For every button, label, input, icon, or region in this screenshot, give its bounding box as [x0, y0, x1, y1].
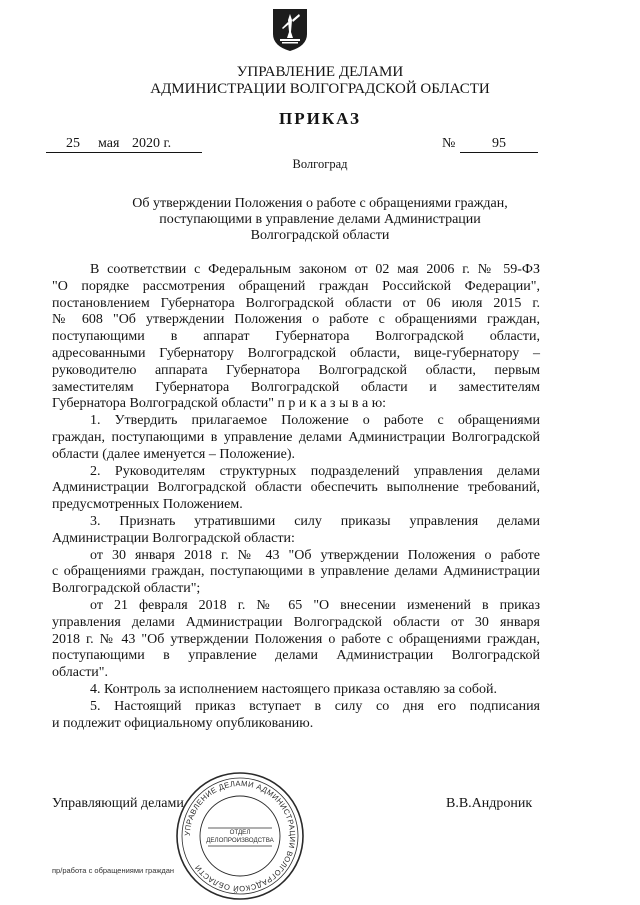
organization-name-line2: АДМИНИСТРАЦИИ ВОЛГОГРАДСКОЙ ОБЛАСТИ [150, 81, 490, 97]
body-line: поступающими в управление делами Администрации Волгоградской [52, 648, 540, 664]
subject-line: Об утверждении Положения о работе с обращениями граждан, [132, 196, 508, 211]
document-number [442, 136, 538, 152]
body-line: и подлежит официальному опубликованию. [52, 715, 314, 731]
date-day: 25 [66, 136, 80, 151]
subject-line: Волгоградской области [250, 228, 390, 243]
file-reference-note: пр/работа с обращениями граждан [52, 866, 175, 875]
document-type-title: ПРИКАЗ [279, 109, 361, 128]
body-line: Губернатора Волгоградской области" п р и к а з ы в а ю: [52, 396, 387, 412]
official-stamp [174, 770, 306, 902]
body-line: области". [52, 665, 109, 681]
stamp-outer-text: УПРАВЛЕНИЕ ДЕЛАМИ АДМИНИСТРАЦИИ ВОЛГОГРАДСКОЙ ОБЛАСТИ [182, 778, 298, 894]
body-text [52, 262, 540, 732]
document-date [46, 136, 202, 153]
body-line: Администрации Волгоградской области: [52, 530, 295, 546]
body-line: управления делами Администрации Волгоградской области от 30 января [52, 614, 540, 630]
volgograd-emblem-icon [272, 8, 308, 52]
body-line: от 21 февраля 2018 г. № 65 "О внесении изменений в приказ [90, 597, 540, 613]
organization-name-line1: УПРАВЛЕНИЕ ДЕЛАМИ [236, 64, 404, 80]
body-line: Волгоградской области"; [52, 581, 201, 597]
body-line: с обращениями граждан, поступающими в управление делами Администрации [52, 564, 540, 580]
body-line: 5. Настоящий приказ вступает в силу со дня его подписания [90, 698, 540, 714]
subject-line: поступающими в управление делами Администрации [159, 212, 481, 227]
body-line: Администрации Волгоградской области обеспечить выполнение требований, [52, 480, 540, 496]
stamp-inner-text: ОТДЕЛ ДЕЛОПРОИЗВОДСТВА [206, 829, 274, 844]
body-line: руководителю аппарата Губернатора Волгоградской области, первым [52, 362, 540, 378]
body-line: предусмотренных Положением. [52, 497, 243, 513]
body-line: 1. Утвердить прилагаемое Положение о работе с обращениями [90, 413, 540, 429]
body-line: постановлением Губернатора Волгоградской области от 06 июля 2015 г. [52, 295, 540, 311]
body-line: заместителям Губернатора Волгоградской области и заместителям [52, 379, 540, 395]
body-line: "О порядке рассмотрения обращений граждан Российской Федерации", [52, 278, 540, 294]
body-line: В соответствии с Федеральным законом от 02 мая 2006 г. № 59-ФЗ [90, 262, 540, 277]
date-month: мая [98, 136, 120, 151]
number-sign: № [442, 136, 456, 151]
body-line: от 30 января 2018 г. № 43 "Об утверждении Положения о работе [90, 547, 540, 563]
number-value: 95 [460, 136, 538, 153]
body-line: поступающими в аппарат Губернатора Волгоградской области, [52, 329, 540, 345]
body-line: № 608 "Об утверждении Положения о работе с обращениями граждан, [52, 312, 540, 328]
body-line: адресованными Губернатору Волгоградской области, вице-губернатору – [52, 345, 540, 361]
body-line: 2. Руководителям структурных подразделений управления делами [90, 463, 540, 479]
signatory-position: Управляющий делами [52, 796, 184, 811]
body-line: 4. Контроль за исполнением настоящего приказа оставляю за собой. [90, 681, 498, 697]
date-year: 2020 г. [132, 136, 172, 151]
body-line: 3. Признать утратившими силу приказы управления делами [90, 513, 540, 529]
signatory-name: В.В.Андроник [446, 796, 533, 811]
document-city: Волгоград [292, 157, 348, 171]
body-line: области (далее именуется – Положение). [52, 446, 295, 462]
body-line: 2018 г. № 43 "Об утверждении Положения о работе с обращениями граждан, [52, 631, 540, 647]
body-line: граждан, поступающими в управление делами Администрации Волгоградской [52, 429, 540, 445]
